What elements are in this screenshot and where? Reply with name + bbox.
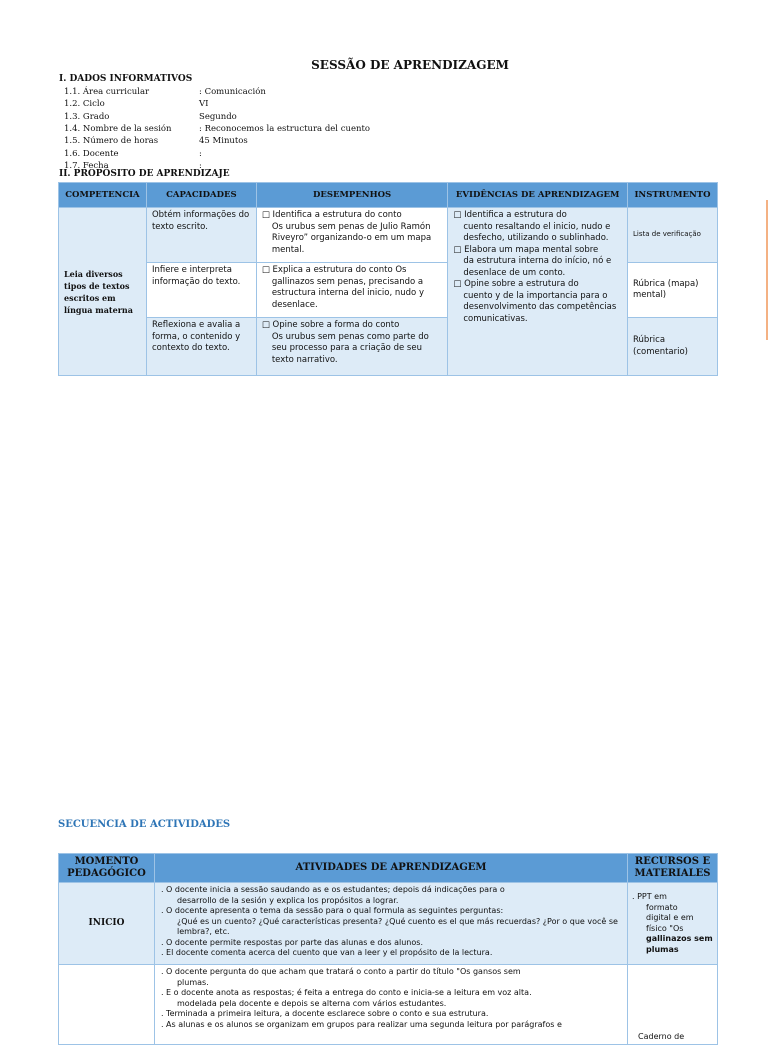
section-heading-dados: I. DADOS INFORMATIVOS	[59, 74, 193, 84]
desempeno-cell	[256, 318, 448, 376]
activity-line: . E o docente anota as respostas; é feita a entrega do conto e inicia-se a leitura em voz alta.	[160, 988, 532, 997]
desempeno-rest: gallinazos sem penas, precisando a estructura interna del inicio, nudo y desenlace.	[271, 276, 424, 310]
info-row	[64, 148, 202, 160]
info-row	[64, 86, 266, 98]
resource-line: digital e em	[646, 913, 694, 922]
resource-line: físico "Os	[646, 923, 684, 933]
activities-inicio	[154, 883, 627, 965]
info-value: 45 Minutos	[199, 136, 248, 147]
header-momento: MOMENTO PEDAGÓGICO	[59, 854, 155, 883]
evidencia-first: □ Identifica a estrutura do	[453, 210, 567, 220]
resource-line: gallinazos sem	[646, 934, 713, 943]
info-label: 1.7. Fecha	[64, 160, 109, 171]
activity-cont: ¿Qué es un cuento? ¿Qué características presenta? ¿Qué cuento es el que más recuerdas? ¿Por o que você se lembra?, etc.	[176, 916, 618, 936]
info-value: : Comunicación	[199, 87, 266, 97]
evidencia-first: □ Opine sobre a estrutura do	[453, 279, 579, 289]
table-row	[59, 883, 718, 965]
purpose-header-row	[59, 183, 718, 208]
sequence-header-row	[59, 854, 718, 883]
desempeno-cell	[256, 263, 448, 318]
evidencias-cell	[448, 208, 628, 376]
header-desempenhos: DESEMPENHOS	[256, 183, 448, 208]
sequence-heading: SECUENCIA DE ACTIVIDADES	[58, 819, 231, 830]
resource-line: Caderno de	[638, 1031, 685, 1041]
sequence-table	[58, 853, 718, 1045]
info-value: :	[199, 148, 202, 159]
header-capacidades: CAPACIDADES	[146, 183, 256, 208]
instrumento-cell: Lista de verificação	[628, 208, 718, 263]
section-heading-proposito: II. PROPÓSITO DE APRENDIZAJE	[59, 169, 230, 179]
desempeno-first: □ Identifica a estrutura do conto	[261, 210, 402, 220]
info-label: 1.3. Grado	[64, 111, 110, 122]
table-row	[59, 208, 718, 263]
purpose-table	[58, 182, 718, 376]
activity-line: . Terminada a primeira leitura, a docente esclarece sobre o conto e sua estrutura.	[160, 1009, 489, 1018]
activity-line: . O docente pergunta do que acham que tratará o conto a partir do título "Os gansos sem	[160, 967, 521, 976]
desempeno-first: □ Opine sobre a forma do conto	[261, 320, 400, 330]
capacidad-cell: Infiere e interpreta informação do texto.	[146, 263, 256, 318]
instrumento-cell: Rúbrica (comentario)	[628, 318, 718, 376]
page-title: SESSÃO DE APRENDIZAGEM	[311, 58, 509, 72]
evidencia-rest: da estrutura interna do início, nó e desenlace de um conto.	[463, 256, 612, 278]
header-atividades: ATIVIDADES DE APRENDIZAGEM	[154, 854, 627, 883]
desempeno-cell	[256, 208, 448, 263]
header-instrumento: INSTRUMENTO	[628, 183, 718, 208]
activity-line: . El docente comenta acerca del cuento que van a leer y el propósito de la lectura.	[160, 948, 493, 957]
info-label: 1.2. Ciclo	[64, 99, 105, 110]
info-row	[64, 111, 237, 123]
evidencia-rest: cuento resaltando el inicio, nudo e desfecho, utilizando o sublinhado.	[463, 221, 611, 243]
instrumento-cell: Rúbrica (mapa) mental)	[628, 263, 718, 318]
info-label: 1.4. Nombre de la sesión	[64, 123, 172, 134]
desempeno-rest: Os urubus sem penas de Julio Ramón Riveyro” organizando-o em um mapa mental.	[271, 221, 432, 255]
competencia-cell: Leia diversos tipos de textos escritos em língua materna	[59, 208, 147, 376]
activity-cont: plumas.	[176, 977, 209, 987]
moment-desarrollo	[59, 965, 155, 1045]
evidencia-rest: cuento y de la importancia para o desenvolvimento das competências comunicativas.	[463, 290, 617, 324]
info-row	[64, 98, 209, 110]
resource-line: . PPT em	[632, 892, 667, 901]
info-value: VI	[199, 99, 209, 110]
resource-line: formato	[646, 902, 678, 912]
resources-desarrollo	[628, 965, 718, 1045]
info-label: 1.5. Número de horas	[64, 136, 159, 147]
evidencia-first: □ Elabora um mapa mental sobre	[453, 244, 599, 255]
header-evidencias: EVIDÊNCIAS DE APRENDIZAGEM	[448, 183, 628, 208]
activity-line: . O docente inicia a sessão saudando as e os estudantes; depois dá indicações para o	[160, 885, 505, 894]
table-row	[59, 965, 718, 1045]
header-competencia: COMPETENCIA	[59, 183, 147, 208]
info-value: : Reconocemos la estructura del cuento	[199, 123, 370, 134]
capacidad-cell: Obtém informações do texto escrito.	[146, 208, 256, 263]
info-value: Segundo	[199, 111, 237, 122]
info-value: :	[199, 160, 202, 171]
moment-inicio: INICIO	[59, 883, 155, 965]
info-label: 1.1. Área curricular	[64, 87, 150, 97]
info-label: 1.6. Docente	[64, 148, 119, 159]
activity-cont: desarrollo de la sesión y explica los propósitos a lograr.	[176, 895, 399, 905]
activity-line: . O docente permite respostas por parte das alunas e dos alunos.	[160, 937, 423, 947]
activities-desarrollo	[154, 965, 627, 1045]
desempeno-rest: Os urubus sem penas como parte do seu processo para a criação de seu texto narrativo.	[271, 331, 429, 365]
desempeno-first: □ Explica a estrutura do conto Os	[261, 265, 407, 275]
activity-line: . As alunas e os alunos se organizam em grupos para realizar uma segunda leitura por parágrafos e	[160, 1019, 562, 1029]
capacidad-cell: Reflexiona e avalia a forma, o contenido y contexto do texto.	[146, 318, 256, 376]
activity-cont: modelada pela docente e depois se alterna com vários estudantes.	[176, 998, 447, 1008]
activity-line: . O docente apresenta o tema da sessão para o qual formula as seguintes perguntas:	[160, 906, 504, 915]
resources-inicio	[628, 883, 718, 965]
info-row	[64, 135, 248, 147]
info-row	[64, 123, 370, 135]
resource-line: plumas	[646, 944, 679, 954]
header-recursos: RECURSOS E MATERIALES	[628, 854, 718, 883]
